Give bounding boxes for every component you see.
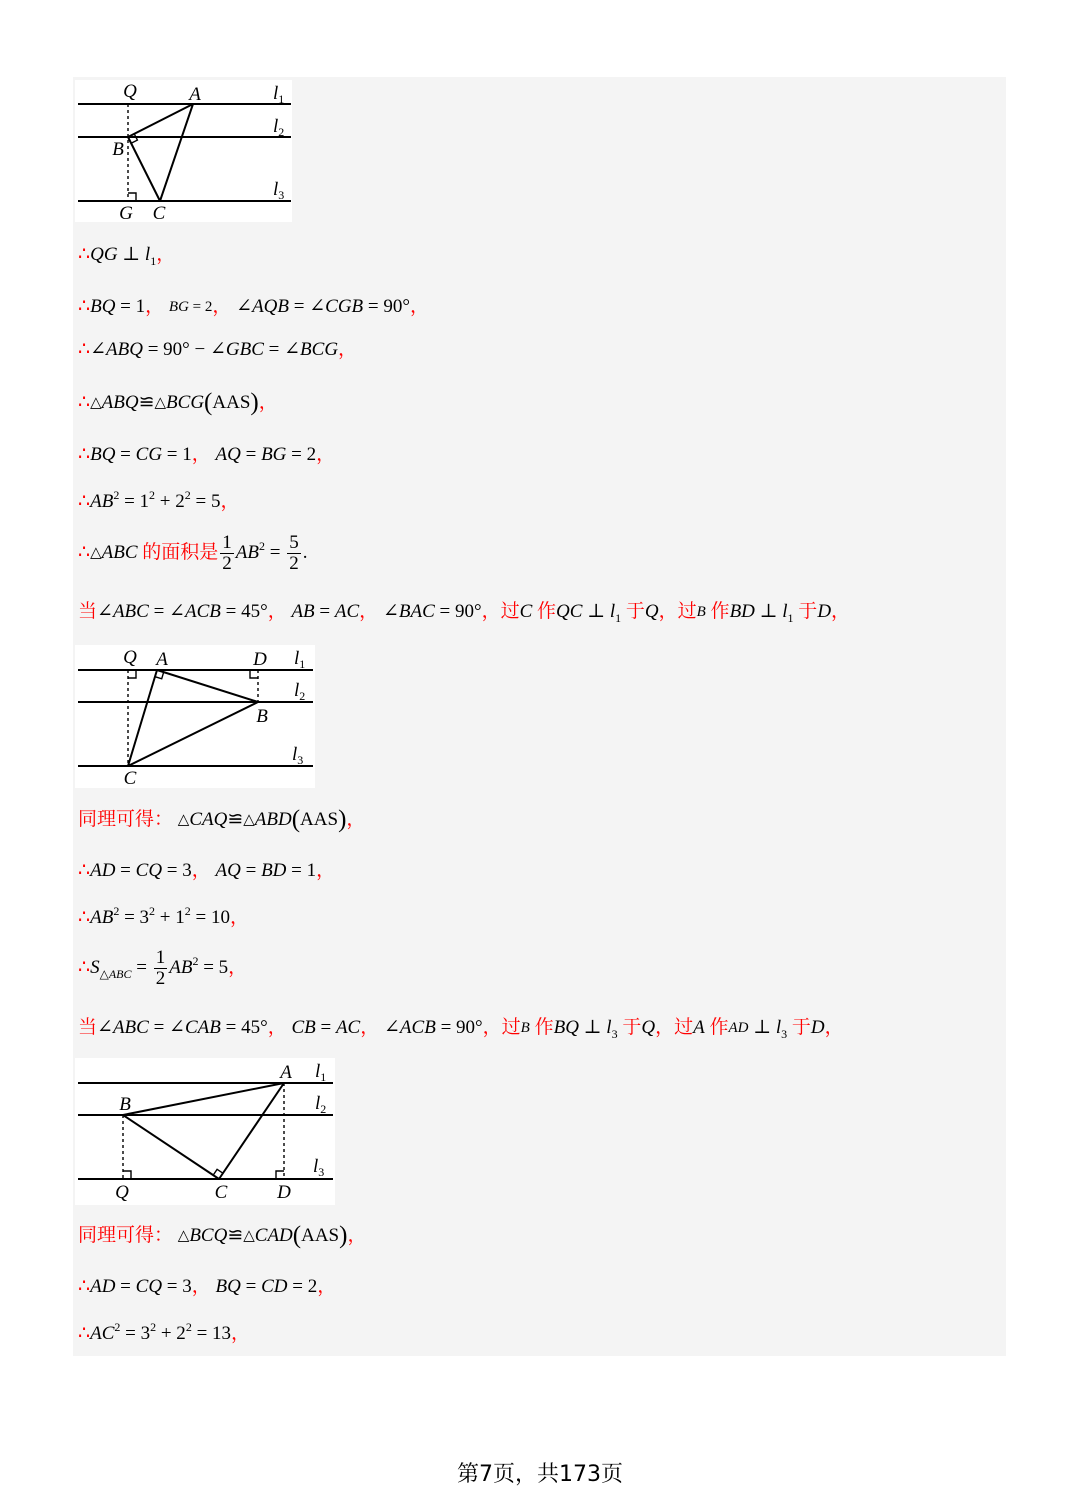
solution-line xyxy=(78,1016,844,1040)
annotation-text: ， xyxy=(346,809,366,830)
math-symbols: ≌ xyxy=(227,809,244,830)
fraction xyxy=(220,533,234,574)
math-symbols: = xyxy=(240,1276,262,1297)
solution-line xyxy=(78,443,335,467)
annotation-text: ∴ xyxy=(78,1323,91,1344)
annotation-text: 的面积是 xyxy=(137,542,219,563)
math-variable: l xyxy=(606,1017,612,1038)
math-symbols: . xyxy=(302,542,308,563)
math-variable: AC xyxy=(334,601,360,622)
annotation-text: ， xyxy=(317,1276,337,1297)
math-variable: ABQ xyxy=(106,339,143,360)
math-superscript: 2 xyxy=(259,539,266,553)
math-symbols: = 90° xyxy=(434,601,482,622)
line-label-subscript: 1 xyxy=(320,1070,327,1084)
math-variable: AQ xyxy=(215,860,241,881)
math-symbols: = 3 xyxy=(119,907,150,928)
point-label-c: C xyxy=(152,203,166,222)
math-symbols: = xyxy=(131,957,152,978)
annotation-text: ∴ xyxy=(78,296,91,317)
math-variable: AC xyxy=(335,1017,361,1038)
math-variable: ABD xyxy=(254,809,292,830)
solution-line xyxy=(78,243,175,267)
math-subscript: 3 xyxy=(611,1027,618,1041)
math-variable: GBC xyxy=(225,339,264,360)
math-variable: D xyxy=(810,1017,825,1038)
point-label-a: A xyxy=(156,649,168,670)
annotation-text: 作 xyxy=(705,601,730,622)
math-symbols: △ xyxy=(243,812,255,828)
math-symbols: + 1 xyxy=(155,907,185,928)
math-symbols: ∠ xyxy=(97,601,113,622)
point-label-d: D xyxy=(253,649,267,670)
annotation-text: 作 xyxy=(529,1017,554,1038)
math-symbols: △ xyxy=(177,812,190,828)
math-symbols: = ∠ xyxy=(289,296,326,317)
annotation-text: 于 xyxy=(621,601,645,622)
math-variable: CAB xyxy=(184,1017,221,1038)
math-symbols: = 2 xyxy=(188,299,213,315)
fraction xyxy=(287,533,301,574)
math-variable: AB xyxy=(169,957,193,978)
line-label-subscript: 3 xyxy=(318,1165,325,1179)
annotation-text: 同理可得： xyxy=(78,809,178,830)
math-variable: A xyxy=(693,1017,705,1038)
math-symbols: = xyxy=(240,444,262,465)
math-variable: BG xyxy=(261,444,287,465)
math-symbols: = 2 xyxy=(287,1276,318,1297)
line-label-letter: l xyxy=(273,116,279,137)
annotation-text: ∴ xyxy=(78,957,91,978)
math-variable: l xyxy=(782,601,788,622)
math-variable: AC xyxy=(90,1323,115,1344)
math-symbols: = xyxy=(314,601,335,622)
annotation-text: ， xyxy=(347,1225,367,1246)
annotation-text: ∴ xyxy=(78,907,91,928)
math-symbols: ⊥ xyxy=(578,1017,607,1038)
annotation-text: ， xyxy=(220,491,240,512)
annotation-text: 于 xyxy=(787,1017,811,1038)
fraction-denominator: 2 xyxy=(155,967,166,989)
point-label-c: C xyxy=(214,1182,228,1203)
line-label-subscript: 2 xyxy=(278,125,285,139)
math-variable: AB xyxy=(235,542,260,563)
annotation-text: ， xyxy=(156,244,176,265)
math-symbols: + 2 xyxy=(155,491,185,512)
figure-background xyxy=(75,1058,335,1205)
math-symbols: = 3 xyxy=(120,1323,151,1344)
point-label-a: A xyxy=(189,84,201,105)
math-variable: AQ xyxy=(215,444,241,465)
annotation-text: ， xyxy=(212,296,237,317)
math-variable: CD xyxy=(261,1276,288,1297)
math-variable: l xyxy=(144,244,151,265)
math-variable: CG xyxy=(135,444,163,465)
annotation-text: 作 xyxy=(532,601,557,622)
math-subscript: 1 xyxy=(787,611,794,625)
solution-line xyxy=(78,906,249,930)
annotation-text: ∴ xyxy=(78,244,91,265)
line-label-letter: l xyxy=(315,1093,321,1114)
math-symbols: △ xyxy=(154,395,167,411)
math-variable: ABC xyxy=(101,542,138,563)
annotation-text: ∴ xyxy=(78,1276,91,1297)
annotation-text: ，过 xyxy=(481,601,520,622)
annotation-text: ， xyxy=(267,1017,292,1038)
annotation-text: ∴ xyxy=(78,860,91,881)
line-label-letter: l xyxy=(315,1061,321,1082)
point-label-q: Q xyxy=(115,1182,129,1203)
math-variable: l xyxy=(775,1017,782,1038)
annotation-text: ∴ xyxy=(78,392,91,413)
solution-line xyxy=(78,808,365,832)
math-symbols: = 2 xyxy=(286,444,317,465)
math-variable: CGB xyxy=(325,296,364,317)
math-symbols: = 5 xyxy=(198,957,229,978)
math-variable: QG xyxy=(90,244,118,265)
math-variable: BQ xyxy=(90,296,116,317)
line-label-letter: l xyxy=(292,744,298,765)
annotation-text: ， xyxy=(258,392,278,413)
math-superscript: 2 xyxy=(150,1320,157,1334)
point-label-g: G xyxy=(119,203,133,222)
math-symbols: = 1 xyxy=(119,491,150,512)
math-variable: AD xyxy=(90,1276,116,1297)
math-symbols: ⊥ xyxy=(117,244,145,265)
math-symbols: = 13 xyxy=(191,1323,232,1344)
annotation-text: ， xyxy=(316,444,336,465)
math-symbols: ( xyxy=(292,1222,302,1249)
math-symbols: = 1 xyxy=(286,860,317,881)
math-variable: Q xyxy=(644,601,659,622)
solution-line xyxy=(78,946,248,989)
math-variable: l xyxy=(609,601,616,622)
line-label-subscript: 3 xyxy=(297,753,304,767)
point-label-b: B xyxy=(256,706,268,727)
fraction-numerator: 1 xyxy=(155,946,166,968)
math-variable: BG xyxy=(168,299,189,315)
line-label-letter: l xyxy=(313,1156,319,1177)
fraction-numerator: 1 xyxy=(222,531,232,553)
math-symbols: ∠ xyxy=(236,296,253,317)
annotation-text: ，过 xyxy=(482,1017,521,1038)
math-variable: C xyxy=(519,601,533,622)
line-label-letter: l xyxy=(294,680,300,701)
math-variable: BCQ xyxy=(189,1225,228,1246)
math-symbols: ⊥ xyxy=(582,601,610,622)
fraction-denominator: 2 xyxy=(222,552,232,574)
math-variable: B xyxy=(696,604,706,620)
annotation-text: ， xyxy=(359,601,383,622)
math-superscript: 2 xyxy=(184,904,191,918)
math-variable: Q xyxy=(641,1017,656,1038)
math-symbols: ⊥ xyxy=(754,601,783,622)
math-symbols: = 1 xyxy=(162,444,192,465)
math-symbols: = 90° xyxy=(363,296,410,317)
point-label-b: B xyxy=(112,139,124,160)
math-variable: BQ xyxy=(90,444,116,465)
solution-line xyxy=(78,295,429,319)
math-variable: AB xyxy=(291,601,315,622)
math-symbols: = ∠ xyxy=(148,601,185,622)
line-label-subscript: 1 xyxy=(278,92,285,106)
line-label-letter: l xyxy=(273,83,279,104)
annotation-text: 当 xyxy=(78,601,98,622)
annotation-text: 于 xyxy=(617,1017,642,1038)
math-variable: CAQ xyxy=(189,809,228,830)
math-superscript: 2 xyxy=(192,954,199,968)
math-variable: ABC xyxy=(112,1017,149,1038)
math-superscript: 2 xyxy=(185,1320,192,1334)
math-variable: AD xyxy=(728,1020,749,1036)
math-variable: D xyxy=(817,601,832,622)
point-label-c: C xyxy=(123,768,137,788)
math-symbols: = 1 xyxy=(115,296,146,317)
math-symbols: = 10 xyxy=(190,907,230,928)
annotation-text: ∴ xyxy=(78,542,91,563)
math-subscript: 1 xyxy=(615,611,622,625)
annotation-text: 当 xyxy=(78,1017,98,1038)
math-symbols: = ∠ xyxy=(263,339,301,360)
math-symbols: AAS xyxy=(212,392,251,413)
annotation-text: ∴ xyxy=(78,339,91,360)
math-variable: QC xyxy=(556,601,583,622)
math-variable: S xyxy=(90,957,100,978)
figure-2-diagram xyxy=(75,645,315,788)
math-symbols: AAS xyxy=(301,1225,340,1246)
point-label-a: A xyxy=(280,1062,292,1083)
solution-line xyxy=(78,1224,366,1248)
math-variable: AD xyxy=(90,860,116,881)
math-variable: ABC xyxy=(112,601,149,622)
annotation-text: ， xyxy=(228,957,248,978)
point-label-d: D xyxy=(277,1182,291,1203)
math-symbols: ( xyxy=(291,806,301,833)
math-variable: BAC xyxy=(398,601,435,622)
math-variable: AB xyxy=(90,491,114,512)
annotation-text: ，过 xyxy=(655,1017,694,1038)
math-variable: ABQ xyxy=(101,392,139,413)
math-variable: BQ xyxy=(215,1276,241,1297)
annotation-text: ， xyxy=(338,339,358,360)
math-variable: BD xyxy=(261,860,287,881)
fraction-denominator: 2 xyxy=(289,552,299,574)
annotation-text: ， xyxy=(360,1017,384,1038)
solution-line xyxy=(78,490,239,514)
math-symbols: ∠ xyxy=(97,1017,113,1038)
solution-line xyxy=(78,1322,250,1346)
math-superscript: 2 xyxy=(113,488,120,502)
math-subscript: 1 xyxy=(150,254,157,268)
math-symbols: △ xyxy=(90,395,102,411)
math-symbols: △ xyxy=(177,1228,190,1244)
math-superscript: 2 xyxy=(113,904,120,918)
page-footer: 第7页，共173页 xyxy=(457,1462,623,1487)
solution-line xyxy=(78,338,357,362)
annotation-text: ， xyxy=(267,601,292,622)
annotation-text: ， xyxy=(409,296,429,317)
math-variable: BQ xyxy=(553,1017,579,1038)
math-symbols: AAS xyxy=(300,809,339,830)
math-variable: ACB xyxy=(399,1017,436,1038)
math-symbols: △ xyxy=(90,545,102,561)
math-variable: BCG xyxy=(166,392,205,413)
line-label-letter: l xyxy=(294,648,300,669)
annotation-text: 作 xyxy=(704,1017,729,1038)
math-variable: CAD xyxy=(254,1225,293,1246)
math-symbols: = 45° xyxy=(220,1017,268,1038)
math-variable: CQ xyxy=(135,1276,163,1297)
math-symbols: ∠ xyxy=(384,1017,400,1038)
math-symbols: = xyxy=(240,860,262,881)
math-variable: CB xyxy=(291,1017,316,1038)
math-symbols: = 5 xyxy=(190,491,221,512)
math-variable: BCG xyxy=(300,339,339,360)
solution-line xyxy=(78,391,278,415)
math-symbols: = xyxy=(315,1017,336,1038)
math-subscript: △ xyxy=(99,967,109,981)
math-symbols: ( xyxy=(204,389,213,416)
line-label-subscript: 1 xyxy=(299,657,306,671)
math-symbols: = xyxy=(115,1276,136,1297)
annotation-text: ，过 xyxy=(658,601,697,622)
annotation-text: ， xyxy=(824,1017,844,1038)
solution-line xyxy=(78,859,335,883)
annotation-text: ， xyxy=(191,860,216,881)
line-label-subscript: 2 xyxy=(320,1102,327,1116)
math-superscript: 2 xyxy=(149,488,156,502)
math-symbols: = 45° xyxy=(220,601,268,622)
solution-line xyxy=(78,1275,336,1299)
math-symbols: = ∠ xyxy=(148,1017,185,1038)
math-variable: BD xyxy=(729,601,755,622)
annotation-text: ， xyxy=(316,860,336,881)
math-symbols: ∠ xyxy=(382,601,399,622)
solution-line xyxy=(78,600,850,624)
solution-line xyxy=(78,531,308,574)
math-superscript: 2 xyxy=(149,904,156,918)
math-symbols: = 3 xyxy=(162,860,192,881)
annotation-text: ， xyxy=(831,601,851,622)
math-symbols: ∠ xyxy=(90,339,107,360)
annotation-text: 于 xyxy=(793,601,818,622)
math-symbols: = xyxy=(115,444,136,465)
annotation-text: ， xyxy=(229,907,249,928)
annotation-text: ， xyxy=(191,444,216,465)
math-variable: AQB xyxy=(252,296,289,317)
fraction xyxy=(154,948,168,989)
math-symbols: = 90° − ∠ xyxy=(142,339,226,360)
point-label-b: B xyxy=(119,1094,131,1115)
point-label-q: Q xyxy=(123,81,137,102)
annotation-text: ∴ xyxy=(78,491,91,512)
annotation-text: ， xyxy=(231,1323,251,1344)
math-subscript: 3 xyxy=(781,1027,788,1041)
math-symbols: ) xyxy=(338,806,347,833)
math-symbols: = 3 xyxy=(162,1276,192,1297)
math-variable: B xyxy=(520,1020,530,1036)
math-symbols: ) xyxy=(250,389,259,416)
fraction-numerator: 5 xyxy=(289,531,299,553)
point-label-q: Q xyxy=(123,647,137,668)
math-superscript: 2 xyxy=(184,488,191,502)
math-symbols: + 2 xyxy=(156,1323,186,1344)
math-symbols: △ xyxy=(243,1228,255,1244)
math-variable: ACB xyxy=(184,601,221,622)
math-subscript: ABC xyxy=(108,967,132,981)
math-symbols: ) xyxy=(339,1222,348,1249)
annotation-text: ， xyxy=(145,296,169,317)
math-symbols: = 90° xyxy=(435,1017,483,1038)
math-symbols: ≌ xyxy=(138,392,155,413)
annotation-text: ， xyxy=(191,1276,216,1297)
math-superscript: 2 xyxy=(114,1320,121,1334)
figure-1-diagram xyxy=(75,80,292,222)
line-label-letter: l xyxy=(273,179,279,200)
math-symbols: ≌ xyxy=(227,1225,244,1246)
figure-3-diagram xyxy=(75,1058,335,1205)
math-variable: AB xyxy=(90,907,114,928)
annotation-text: ∴ xyxy=(78,444,91,465)
line-label-subscript: 2 xyxy=(299,689,306,703)
math-symbols: = xyxy=(265,542,286,563)
line-label-subscript: 3 xyxy=(278,188,285,202)
math-symbols: = xyxy=(115,860,136,881)
math-variable: CQ xyxy=(135,860,163,881)
annotation-text: 同理可得： xyxy=(78,1225,178,1246)
math-symbols: ⊥ xyxy=(748,1017,776,1038)
